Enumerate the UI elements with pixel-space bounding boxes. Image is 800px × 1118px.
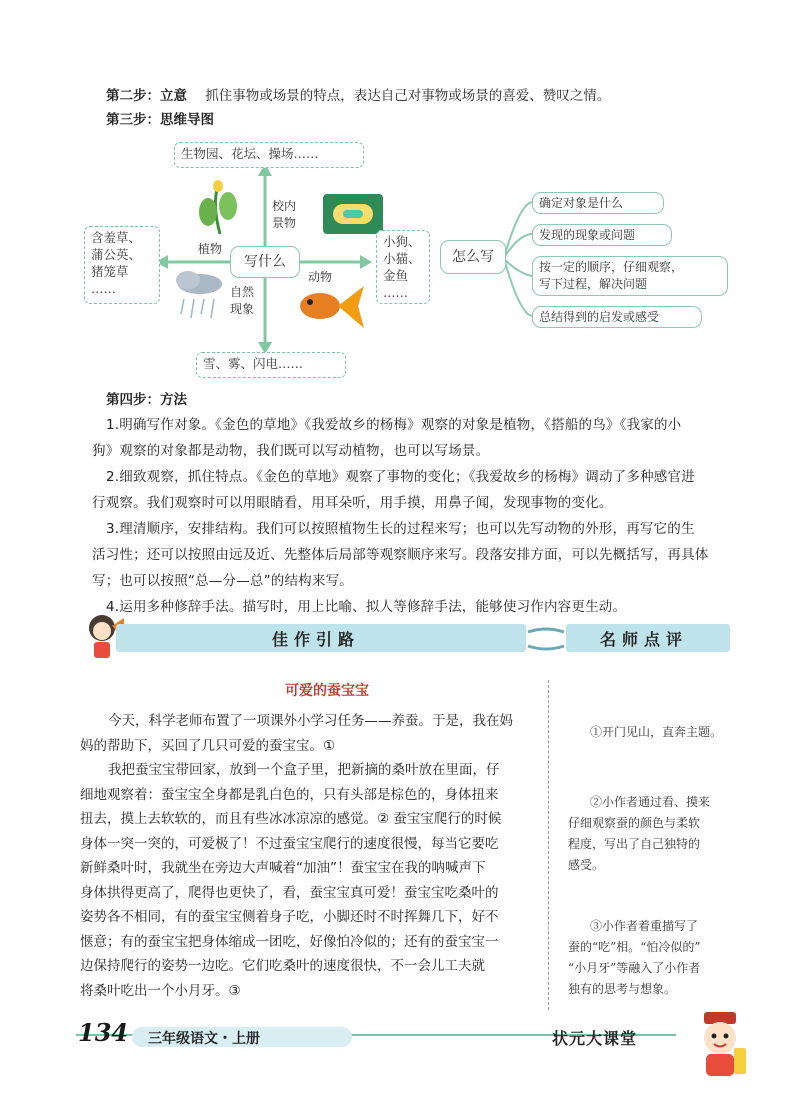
campus-drawing <box>323 194 383 234</box>
how-item-1: 确定对象是什么 <box>532 192 664 214</box>
label-nature-line: 自然 <box>230 285 255 299</box>
step2-label: 第二步：立意 <box>106 88 187 104</box>
comment-divider <box>548 680 549 1010</box>
article-line: 扭去，摸上去软软的，而且有些冰冰凉凉的感觉。② 蚕宝宝爬行的时候 <box>80 811 502 827</box>
banner-connector <box>526 624 566 652</box>
article-line: 新鲜桑叶时，我就坐在旁边大声喊着“加油”！蚕宝宝在我的呐喊声下 <box>80 860 486 876</box>
nature-box: 雪、雾、闪电…… <box>196 352 346 378</box>
brand-label: 状元大课堂 <box>552 1029 638 1048</box>
branch-1 <box>505 202 532 254</box>
animals-item: 金鱼 <box>383 268 409 283</box>
arrow-right-head <box>360 255 372 269</box>
article-line: 身体拱得更高了，爬得也更快了，看，蚕宝宝真可爱！蚕宝宝吃桑叶的 <box>80 884 499 901</box>
label-campus-line: 景物 <box>272 216 297 230</box>
label-campus-line: 校内 <box>272 199 297 213</box>
article-line: 惬意；有的蚕宝宝把身体缩成一团吃，好像怕冷似的；还有的蚕宝宝一 <box>80 933 499 950</box>
step3-line <box>106 110 214 130</box>
branch-2 <box>505 234 532 256</box>
plant-drawing <box>199 180 237 234</box>
method-3 <box>92 516 724 594</box>
comment-line: ②小作者通过看、摸来 <box>590 795 711 809</box>
how-item-3-line: 按一定的顺序，仔细观察， <box>539 260 684 274</box>
banner-left-title: 佳作引路 <box>272 630 361 649</box>
comment-line: ①开门见山，直奔主题。 <box>590 725 723 739</box>
article-line: 将桑叶吃出一个小月牙。③ <box>80 982 241 999</box>
comment-line: 独有的思考与想象。 <box>568 982 677 996</box>
step4-label: 第四步：方法 <box>106 392 187 408</box>
method-2 <box>92 464 724 516</box>
step2-text: 抓住事物或场景的特点，表达自己对事物或场景的喜爱、赞叹之情。 <box>205 88 611 104</box>
comment-line: “小月牙”等融入了小作者 <box>568 961 701 975</box>
article-line: 姿势各不相同，有的蚕宝宝侧着身子吃，小脚还时不时挥舞几下，好不 <box>80 909 499 925</box>
plants-item: 含羞草、 <box>91 230 142 245</box>
animals-item: 小狗、 <box>383 234 421 249</box>
scholar-mascot-icon <box>690 1010 750 1082</box>
article-line: 今天，科学老师布置了一项课外小学习任务——养蚕。于是，我在妈 <box>108 713 513 729</box>
label-animals: 动物 <box>308 270 333 284</box>
article-line: 细地观察着：蚕宝宝全身都是乳白色的，只有头部是棕色的，身体扭来 <box>80 786 499 803</box>
method-line: 2.细致观察，抓住特点。《金色的草地》观察了事物的变化；《我爱故乡的杨梅》调动了多种感官进 <box>106 469 695 485</box>
comment-line: 程度，写出了自己独特的 <box>568 837 701 851</box>
plants-item: 蒲公英、 <box>91 247 142 262</box>
comment-1 <box>590 722 760 743</box>
goldfish-drawing <box>300 286 364 328</box>
method-line: 3.理清顺序，安排结构。我们可以按照植物生长的过程来写；也可以先写动物的外形，再写它的生 <box>106 521 695 537</box>
method-line: 狗》观察的对象都是动物，我们既可以写动植物，也可以写场景。 <box>92 443 490 459</box>
method-line: 活习性；还可以按照由远及近、先整体后局部等观察顺序来写。段落安排方面，可以先概括写，再具体 <box>92 547 709 563</box>
plants-item: …… <box>91 281 116 296</box>
comment-3 <box>568 916 768 1000</box>
plants-box <box>84 226 160 304</box>
animals-box <box>376 230 430 304</box>
how-item-3-line: 写下过程，解决问题 <box>539 277 648 291</box>
step2-line <box>106 86 766 106</box>
step4-line <box>106 390 187 410</box>
method-line: 4.运用多种修辞手法。描写时，用上比喻、拟人等修辞手法，能够使习作内容更生动。 <box>106 599 627 615</box>
how-to-write-node: 怎么写 <box>440 240 506 274</box>
campus-box: 生物园、花坛、操场…… <box>174 142 364 168</box>
article-title: 可爱的蚕宝宝 <box>285 683 369 699</box>
label-campus <box>272 198 296 232</box>
method-1 <box>92 412 724 464</box>
method-line: 1.明确写作对象。《金色的草地》《我爱故乡的杨梅》观察的对象是植物，《搭船的鸟》《我家的小 <box>106 417 682 433</box>
mind-map <box>80 134 730 384</box>
method-line: 行观察。我们观察时可以用眼睛看，用耳朵听，用手摸，用鼻子闻，发现事物的变化。 <box>92 495 613 511</box>
book-label: 三年级语文・上册 <box>148 1031 260 1047</box>
method-line: 写；也可以按照“总—分—总”的结构来写。 <box>92 573 353 589</box>
article-line: 妈的帮助下，买回了几只可爱的蚕宝宝。① <box>80 737 336 754</box>
banner-right-title: 名师点评 <box>600 630 689 649</box>
how-item-2: 发现的现象或问题 <box>532 224 672 246</box>
how-item-4: 总结得到的启发或感受 <box>532 306 702 328</box>
method-4 <box>106 594 724 620</box>
methods-block <box>92 412 724 620</box>
label-nature-line: 现象 <box>230 302 255 316</box>
comment-line: 感受。 <box>568 858 605 872</box>
what-to-write-node: 写什么 <box>230 246 300 278</box>
comment-line: 蚕的“吃”相。“怕冷似的” <box>568 940 701 954</box>
comment-line: 仔细观察蚕的颜色与柔软 <box>568 816 701 830</box>
comment-line: ③小作者着重描写了 <box>590 919 699 933</box>
cloud-rain-drawing <box>176 271 222 318</box>
article-body <box>80 709 542 1003</box>
plants-item: 猪笼草 <box>91 264 129 279</box>
label-plants: 植物 <box>198 242 223 256</box>
article-line: 边保持爬行的姿势一边吃。它们吃桑叶的速度很快，不一会儿工夫就 <box>80 958 485 974</box>
step3-label: 第三步：思维导图 <box>106 112 214 128</box>
animals-item: …… <box>383 285 408 300</box>
comment-2 <box>568 792 768 876</box>
animals-item: 小猫、 <box>383 251 421 266</box>
label-nature <box>230 284 254 318</box>
how-item-3 <box>532 256 728 296</box>
footer <box>76 1020 676 1050</box>
article-line: 身体一突一突的，可爱极了！不过蚕宝宝爬行的速度很慢，每当它要吃 <box>80 835 499 852</box>
article-line: 我把蚕宝宝带回家，放到一个盒子里，把新摘的桑叶放在里面，仔 <box>108 762 500 778</box>
mascot-boy <box>690 1010 750 1080</box>
page-number: 134 <box>78 1018 129 1047</box>
